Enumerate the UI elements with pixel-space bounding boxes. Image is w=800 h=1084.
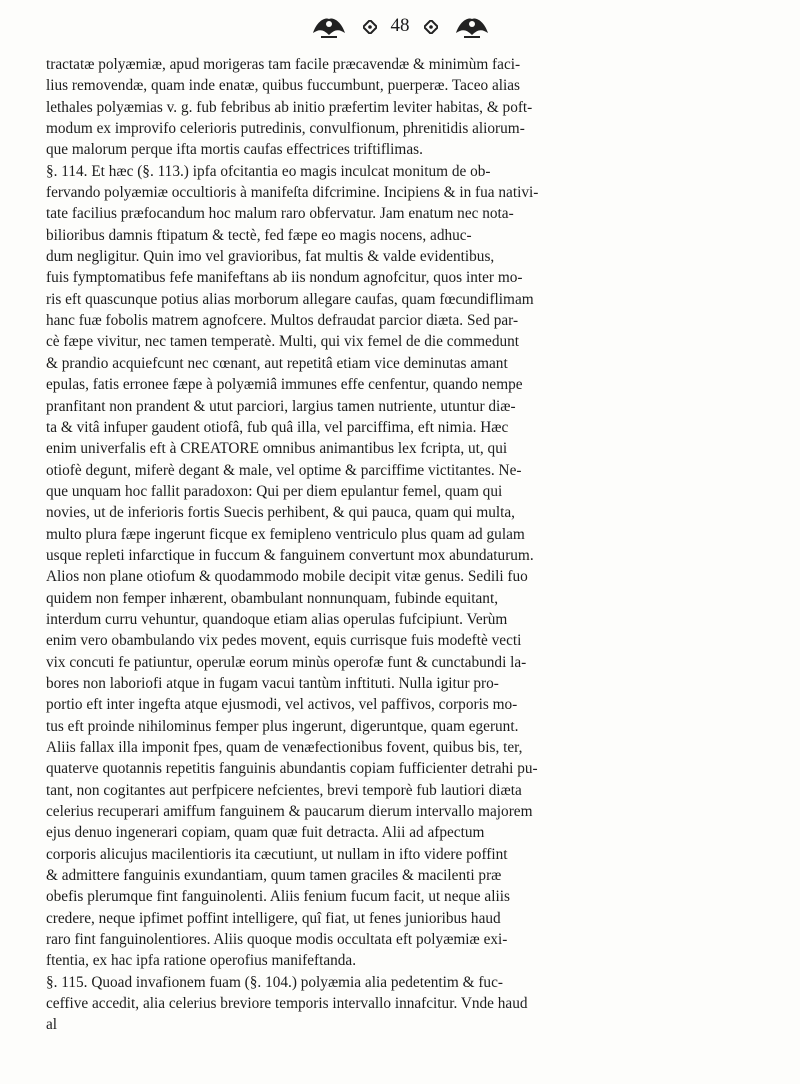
text-line: epulas, fatis erronee fæpe à polyæmiâ immunes effe cenfentur, quando nempe (46, 376, 523, 394)
text-line: que malorum perque ifta mortis caufas effectrices triftiflimas. (46, 141, 423, 159)
text-line: cè fæpe vivitur, nec tamen temperatè. Multi, qui vix femel de die commedunt (46, 333, 520, 351)
text-line: celerius recuperari amiffum fanguinem & paucarum dierum intervallo majorem (46, 803, 533, 821)
text-line: Aliis fallax illa imponit fpes, quam de venæfectionibus fovent, quibus bis, ter, (46, 739, 523, 756)
text-line: quidem non femper inhærent, obambulant nonnunquam, fubinde equitant, (46, 589, 499, 607)
text-line: multo plura fæpe ingerunt ficque ex femipleno ventriculo plus quam ad gulam (46, 525, 525, 543)
text-line: bilioribus damnis ftipatum & tectè, fed fæpe eo magis nocens, adhuc- (46, 226, 472, 244)
text-line: tate facilius præfocandum hoc malum raro obfervatur. Jam enatum nec nota- (46, 205, 514, 223)
text-line: tant, non cogitantes aut perfpicere nefcientes, brevi temporè fub lautiori diæta (46, 781, 522, 799)
page-number: 48 (390, 15, 410, 36)
body-text (46, 54, 760, 1036)
text-line: bores non laboriofi atque in fugam vacui tantùm inftituti. Nulla igitur pro- (46, 674, 499, 692)
text-line: vix concuti fe patiuntur, operulæ eorum minùs operofæ funt & cunctabundi la- (46, 653, 527, 671)
text-line: enim univerfalis eft à CREATORE omnibus animantibus lex fcripta, ut, qui (46, 440, 508, 458)
text-line: corporis alicujus macilentioris ita cæcutiunt, ut nullam in ifto videre poffint (46, 845, 508, 863)
text-line: modum ex improvifo celerioris putredinis, convulfionum, phrenitidis aliorum- (46, 120, 525, 138)
text-line: hanc fuæ fobolis matrem agnofcere. Multos defraudat parcior diæta. Sed par- (46, 312, 519, 330)
text-line: obefis plerumque fint fanguinolenti. Aliis fenium fucum facit, ut neque aliis (46, 888, 510, 906)
text-line: fuis fymptomatibus fefe manifeftans ab iis nondum agnofcitur, quos inter mo- (46, 269, 523, 287)
text-line: tractatæ polyæmiæ, apud morigeras tam facile præcavendæ & minimùm faci- (46, 56, 521, 73)
text-line: §. 115. Quoad invafionem fuam (§. 104.) polyæmia alia pedetentim & fuc- (46, 973, 503, 991)
page-header (0, 6, 800, 46)
printer-ornament-left-icon (309, 11, 349, 41)
text-line: credere, neque ipfimet poffint intelligere, quî fiat, ut fenes junioribus haud (46, 909, 501, 927)
diamond-ornament-icon (424, 19, 438, 33)
text-line: ftentia, ex hac ipfa ratione operofius manifeftanda. (46, 952, 357, 970)
text-line: usque repleti infarctique in fuccum & fanguinem convertunt mox abundaturum. (46, 546, 534, 564)
text-line: ejus denuo ingenerari copiam, quam quæ fuit detracta. Alii ad afpectum (46, 824, 485, 842)
text-line: novies, ut de inferioris fortis Suecis perhibent, & qui pauca, quam qui multa, (46, 504, 516, 522)
text-line: que unquam hoc fallit paradoxon: Qui per diem epulantur femel, quam qui (46, 482, 503, 500)
text-line: pranfitant non prandent & utut parciori, largius tamen nutriente, utuntur diæ- (46, 397, 516, 415)
text-line: raro fint fanguinolentiores. Aliis quoque modis occultata eft polyæmiæ exi- (46, 931, 508, 949)
text-line: ta & vitâ infuper gaudent otiofâ, fub quâ illa, vel parciffima, eft nimia. Hæc (46, 418, 509, 436)
text-line: fervando polyæmiæ occultioris à manifeſta difcrimine. Incipiens & in fua nativi- (46, 184, 539, 202)
text-line: Alios non plane otiofum & quodammodo mobile decipit vitæ genus. Sedili fuo (46, 568, 528, 586)
text-line: portio eft inter ingefta atque ejusmodi, vel activos, vel paffivos, corporis mo- (46, 696, 518, 714)
text-line: quaterve quotannis repetitis fanguinis abundantis copiam fufficienter detrahi pu- (46, 760, 538, 778)
diamond-ornament-icon (363, 19, 377, 33)
text-line: tus eft proinde nihilominus femper plus ingerunt, digeruntque, quam egerunt. (46, 717, 519, 735)
text-line: §. 114. Et hæc (§. 113.) ipfa ofcitantia eo magis inculcat monitum de ob- (46, 162, 491, 180)
text-line: ceffive accedit, alia celerius breviore temporis intervallo innafcitur. Vnde haud (46, 995, 528, 1013)
text-line: & admittere fanguinis exundantiam, quum tamen graciles & macilenti præ (46, 867, 502, 885)
text-line: interdum curru vehuntur, quandoque etiam alias operulas fufcipiunt. Verùm (46, 610, 508, 628)
printer-ornament-right-icon (452, 11, 492, 41)
text-line: al (46, 1016, 58, 1034)
text-line: ris eft quascunque potius alias morborum allegare caufas, quam fœcundiflimam (46, 290, 534, 308)
text-line: dum negligitur. Quin imo vel gravioribus, fat multis & valde evidentibus, (46, 248, 495, 266)
text-line: enim vero obambulando vix pedes movent, equis currisque fuis modeftè vecti (46, 632, 522, 650)
text-line: lius removendæ, quam inde enatæ, quibus fuccumbunt, puerperæ. Taceo alias (46, 77, 521, 95)
text-line: otiofè degunt, miferè degant & male, vel optime & parciffime victitantes. Ne- (46, 461, 522, 479)
text-line: & prandio acquiefcunt nec cœnant, aut repetitâ etiam vice deminutas amant (46, 354, 508, 372)
text-line: lethales polyæmias v. g. fub febribus ab initio præfertim leviter habitas, & poft- (46, 98, 533, 116)
